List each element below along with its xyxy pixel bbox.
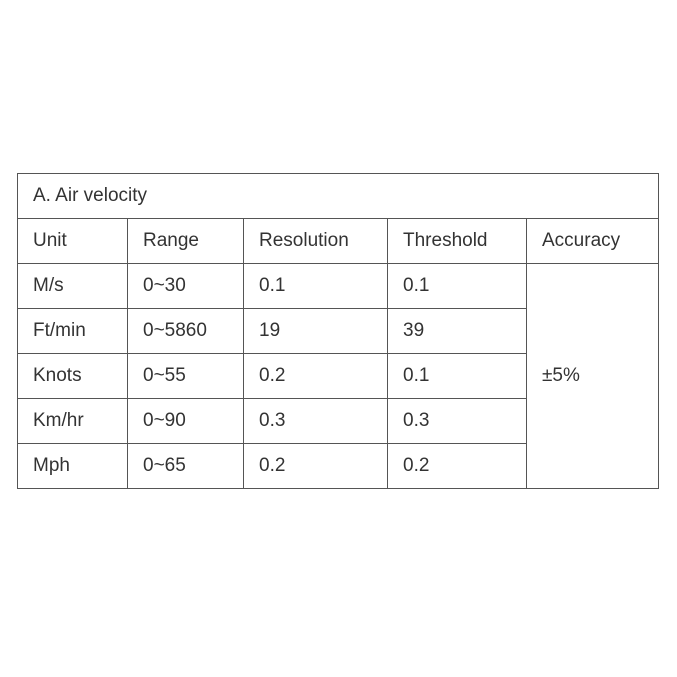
cell-range: 0~65 bbox=[128, 444, 244, 489]
header-resolution: Resolution bbox=[244, 219, 388, 264]
cell-resolution: 0.2 bbox=[244, 444, 388, 489]
table-row bbox=[18, 264, 659, 309]
cell-threshold: 39 bbox=[388, 309, 527, 354]
cell-accuracy: ±5% bbox=[527, 264, 659, 489]
cell-threshold: 0.3 bbox=[388, 399, 527, 444]
cell-unit: Ft/min bbox=[18, 309, 128, 354]
cell-threshold: 0.2 bbox=[388, 444, 527, 489]
cell-range: 0~55 bbox=[128, 354, 244, 399]
cell-resolution: 0.2 bbox=[244, 354, 388, 399]
table-header-row bbox=[18, 219, 659, 264]
table-caption-row bbox=[18, 174, 659, 219]
cell-threshold: 0.1 bbox=[388, 264, 527, 309]
cell-unit: M/s bbox=[18, 264, 128, 309]
table-caption: A. Air velocity bbox=[18, 174, 659, 219]
cell-range: 0~30 bbox=[128, 264, 244, 309]
cell-range: 0~90 bbox=[128, 399, 244, 444]
cell-range: 0~5860 bbox=[128, 309, 244, 354]
header-unit: Unit bbox=[18, 219, 128, 264]
header-range: Range bbox=[128, 219, 244, 264]
header-accuracy: Accuracy bbox=[527, 219, 659, 264]
air-velocity-spec-table bbox=[17, 173, 659, 489]
cell-unit: Km/hr bbox=[18, 399, 128, 444]
cell-resolution: 19 bbox=[244, 309, 388, 354]
cell-unit: Mph bbox=[18, 444, 128, 489]
cell-threshold: 0.1 bbox=[388, 354, 527, 399]
cell-resolution: 0.1 bbox=[244, 264, 388, 309]
cell-resolution: 0.3 bbox=[244, 399, 388, 444]
header-threshold: Threshold bbox=[388, 219, 527, 264]
cell-unit: Knots bbox=[18, 354, 128, 399]
